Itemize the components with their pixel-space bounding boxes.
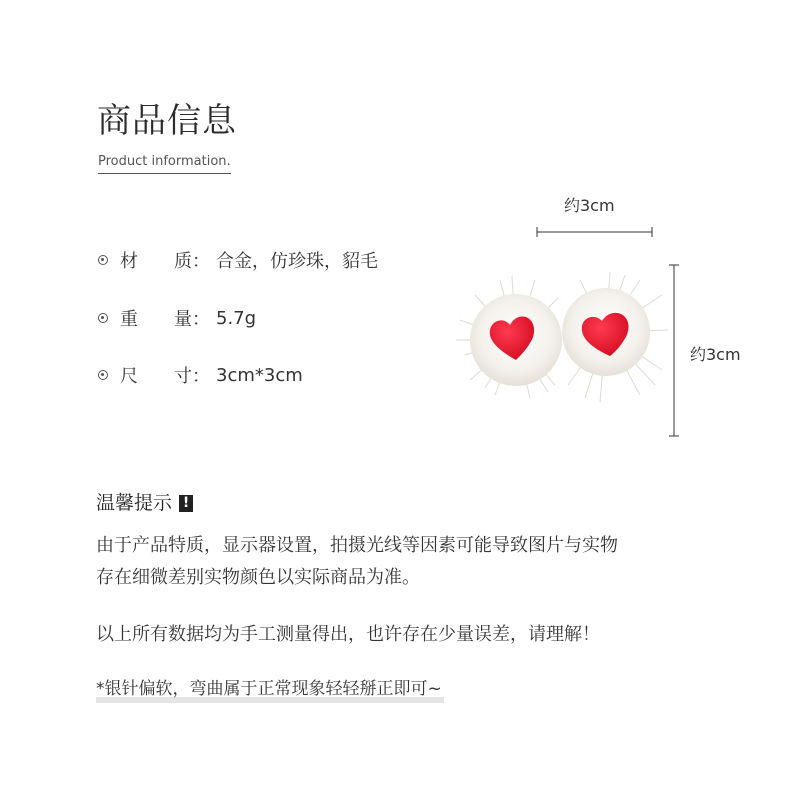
- spec-value: 合金，仿珍珠，貂毛: [216, 251, 378, 272]
- bullet-icon: [98, 370, 108, 380]
- notice-title-text: 温馨提示: [96, 492, 173, 514]
- width-dimension-line: [537, 227, 652, 237]
- spec-label: 重 量：: [120, 309, 210, 330]
- height-dimension-label: 约3cm: [690, 345, 741, 364]
- right-earring: [562, 272, 668, 402]
- bullet-icon: [98, 255, 108, 265]
- spec-value: 5.7g: [216, 307, 257, 329]
- spec-value: 3cm*3cm: [216, 364, 303, 386]
- notice-line-1: 由于产品特质，显示器设置，拍摄光线等因素可能导致图片与实物: [96, 535, 618, 556]
- spec-label: 材 质：: [120, 251, 210, 272]
- page-subtitle: Product information.: [98, 153, 231, 174]
- bullet-icon: [98, 313, 108, 323]
- spec-label: 尺 寸：: [120, 366, 210, 387]
- width-dimension-label: 约3cm: [564, 196, 615, 215]
- product-image: [440, 180, 760, 450]
- notice-title: [96, 490, 193, 516]
- left-earring: [456, 276, 562, 398]
- exclamation-icon: !: [179, 495, 193, 512]
- height-dimension-line: [669, 265, 679, 436]
- spec-row-weight: [98, 304, 256, 332]
- page-title: 商品信息: [97, 101, 237, 141]
- notice-line-3: 以上所有数据均为手工测量得出，也许存在少量误差，请理解！: [96, 624, 600, 645]
- notice-line-2: 存在细微差别实物颜色以实际商品为准。: [96, 567, 420, 588]
- spec-row-size: [98, 361, 303, 389]
- spec-row-material: [98, 246, 378, 274]
- notice-line-4: *银针偏软，弯曲属于正常现象轻轻掰正即可~: [96, 679, 442, 699]
